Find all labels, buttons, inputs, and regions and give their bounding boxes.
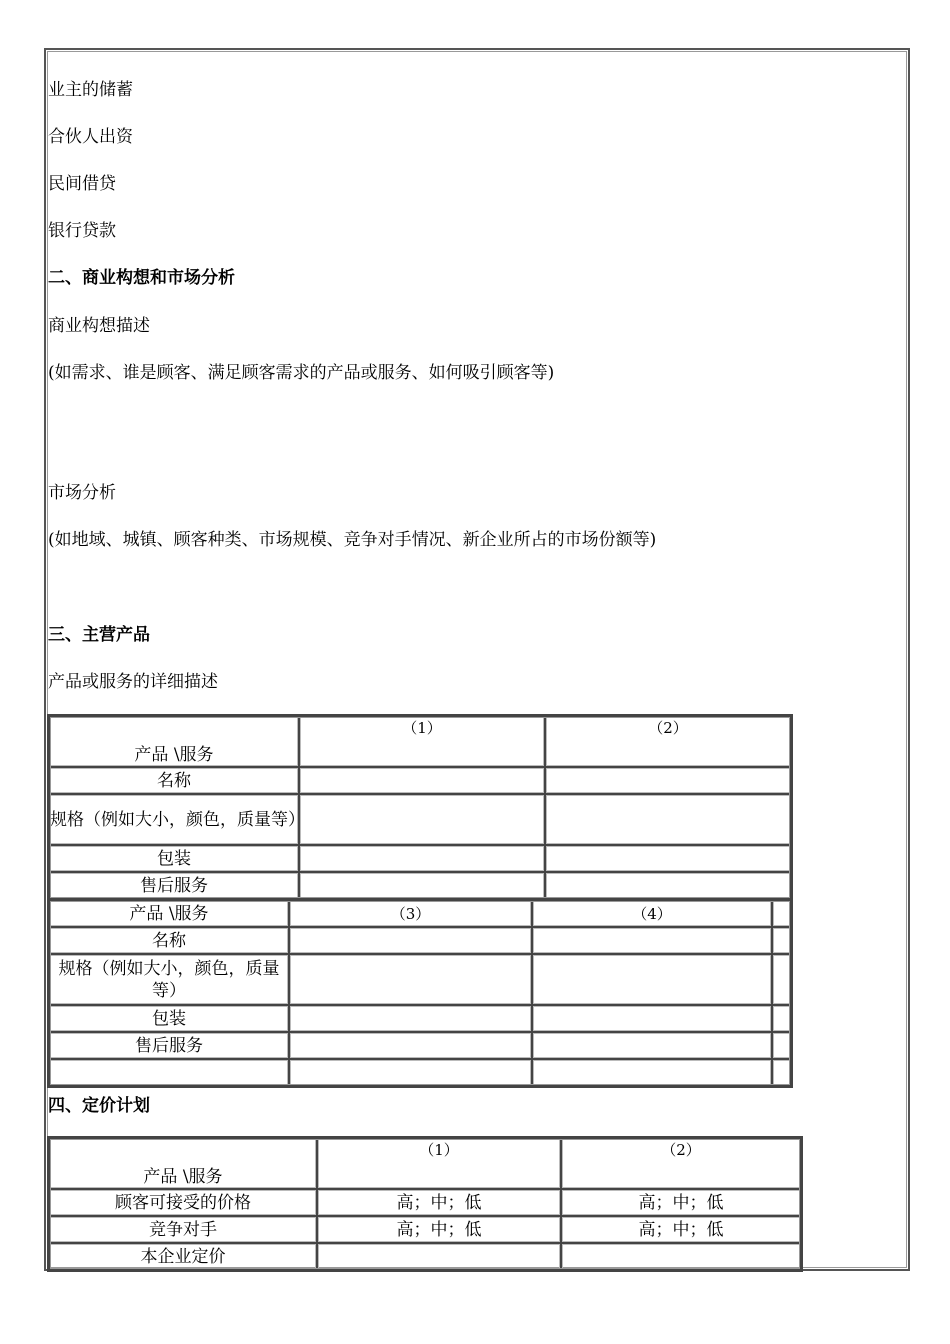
row-label: 规格（例如大小，颜色，质量等） [49, 794, 299, 845]
table-cell[interactable] [299, 767, 545, 794]
product-table-1 [47, 714, 793, 901]
table-cell[interactable] [299, 845, 545, 872]
price-level-options[interactable]: 高；中；低 [317, 1189, 561, 1216]
table-cell[interactable] [532, 1032, 772, 1059]
table-header-cell: 产品 \服务 [49, 716, 299, 767]
table-cell[interactable] [545, 872, 791, 899]
table-cell[interactable] [299, 794, 545, 845]
funding-item: 业主的储蓄 [48, 80, 133, 100]
table-cell [772, 1032, 791, 1059]
table-cell[interactable] [532, 1005, 772, 1032]
funding-item: 民间借贷 [48, 174, 116, 194]
section-heading-4: 四、定价计划 [48, 1096, 150, 1116]
row-label: 售后服务 [49, 872, 299, 899]
product-table-2 [47, 898, 793, 1088]
row-label: 本企业定价 [49, 1243, 317, 1270]
row-label: 包装 [49, 845, 299, 872]
column-header: （4） [532, 900, 772, 927]
table-cell[interactable] [545, 845, 791, 872]
product-detail-label: 产品或服务的详细描述 [48, 672, 218, 692]
price-level-options[interactable]: 高；中；低 [561, 1216, 801, 1243]
row-label: 包装 [49, 1005, 289, 1032]
table-cell [772, 900, 791, 927]
table-header-cell: 产品 \服务 [49, 1138, 317, 1189]
market-label: 市场分析 [48, 483, 116, 503]
table-cell [772, 1059, 791, 1086]
table-cell [772, 954, 791, 1005]
table-cell[interactable] [317, 1243, 561, 1270]
row-label: 名称 [49, 767, 299, 794]
table-cell[interactable] [289, 954, 532, 1005]
table-cell[interactable] [289, 927, 532, 954]
table-cell[interactable] [289, 1032, 532, 1059]
table-cell [772, 1005, 791, 1032]
row-label: 规格（例如大小，颜色，质量等） [49, 954, 289, 1005]
table-cell [772, 927, 791, 954]
column-header: （1） [317, 1138, 561, 1189]
column-header: （1） [299, 716, 545, 767]
concept-label: 商业构想描述 [48, 316, 150, 336]
row-label: 顾客可接受的价格 [49, 1189, 317, 1216]
table-cell[interactable] [561, 1243, 801, 1270]
row-label: 竞争对手 [49, 1216, 317, 1243]
table-cell[interactable] [532, 927, 772, 954]
table-cell[interactable] [545, 794, 791, 845]
table-cell[interactable] [299, 872, 545, 899]
price-level-options[interactable]: 高；中；低 [561, 1189, 801, 1216]
table-header-cell: 产品 \服务 [49, 900, 289, 927]
funding-item: 合伙人出资 [48, 127, 133, 147]
table-cell[interactable] [545, 767, 791, 794]
row-label: 售后服务 [49, 1032, 289, 1059]
column-header: （3） [289, 900, 532, 927]
section-heading-2: 二、商业构想和市场分析 [48, 268, 235, 288]
column-header: （2） [561, 1138, 801, 1189]
table-cell [289, 1059, 532, 1086]
table-cell[interactable] [532, 954, 772, 1005]
concept-hint: (如需求、谁是顾客、满足顾客需求的产品或服务、如何吸引顾客等) [48, 363, 555, 383]
price-level-options[interactable]: 高；中；低 [317, 1216, 561, 1243]
row-label: 名称 [49, 927, 289, 954]
section-heading-3: 三、主营产品 [48, 625, 150, 645]
pricing-table [47, 1136, 803, 1272]
column-header: （2） [545, 716, 791, 767]
table-cell[interactable] [289, 1005, 532, 1032]
table-cell [49, 1059, 289, 1086]
table-cell [532, 1059, 772, 1086]
market-hint: (如地域、城镇、顾客种类、市场规模、竞争对手情况、新企业所占的市场份额等) [48, 530, 657, 550]
funding-item: 银行贷款 [48, 221, 116, 241]
